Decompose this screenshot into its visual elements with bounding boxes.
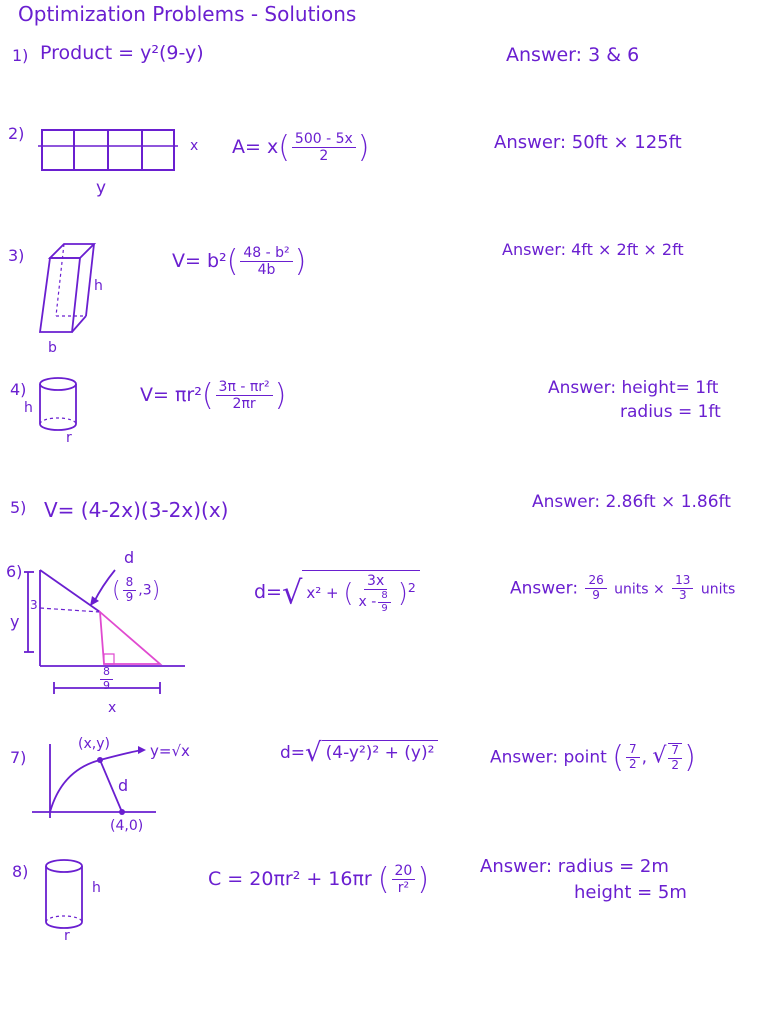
problem-4-number: 4)	[10, 380, 27, 399]
denominator-fraction-denominator: 9	[381, 602, 388, 614]
eight-numerator: 8	[100, 666, 113, 680]
problem-4-r-label: r	[66, 430, 72, 446]
answer-x-numerator: 7	[626, 743, 640, 758]
problem-4-answer-line2: radius = 1ft	[620, 402, 721, 422]
exponent: 2	[407, 580, 416, 596]
denominator-a: x -	[358, 594, 377, 611]
answer-a-unit: units ×	[614, 581, 665, 598]
problem-7-xy-label: (x,y)	[78, 736, 110, 752]
problem-6-three-label: 3	[30, 598, 38, 612]
problem-8-answer-line1: Answer: radius = 2m	[480, 856, 669, 877]
problem-6-d-label: d	[124, 548, 135, 567]
problem-1-equation: Product = y²(9-y)	[40, 42, 204, 64]
problem-4-h-label: h	[24, 400, 33, 416]
denominator-fraction-numerator: 8	[378, 590, 390, 603]
problem-3-answer: Answer: 4ft × 2ft × 2ft	[502, 240, 684, 259]
problem-7-answer: Answer: point ( $\frac{7}{2}$ , √ $\frac{7}{2}$ )	[490, 740, 696, 775]
answer-b-numerator: 13	[672, 574, 693, 589]
answer-y-numerator: 7	[668, 744, 682, 759]
problem-1-number: 1)	[12, 46, 29, 65]
denominator: 2πr	[232, 396, 256, 412]
problem-8-h-label: h	[92, 880, 101, 896]
problem-6-y-label: y	[10, 612, 20, 631]
problem-4-equation: V= πr²( $\frac{\text{3π - πr²}}{2\pi r}$ )	[140, 378, 287, 413]
fence-rectangle-figure	[38, 126, 188, 176]
point-numerator: 8	[123, 576, 137, 591]
page-title: Optimization Problems - Solutions	[18, 2, 357, 26]
problem-8-equation: C = 20πr² + 16πr ( $\frac{20}{\text{r²}}$ )	[208, 862, 430, 897]
problem-6-answer	[510, 574, 735, 603]
cylinder-can-figure	[42, 856, 92, 936]
numerator: 20	[392, 863, 416, 880]
answer-prefix: Answer: point	[490, 747, 607, 768]
answer-prefix: Answer:	[510, 578, 579, 599]
eq-left: d=	[280, 743, 306, 763]
problem-2-y-label: y	[96, 178, 107, 198]
cylinder-figure	[36, 374, 86, 438]
problem-1-answer: Answer: 3 & 6	[506, 44, 640, 66]
answer-x-denominator: 2	[628, 757, 637, 771]
denominator: 4b	[257, 262, 276, 278]
eight-denominator: 9	[103, 678, 110, 692]
problem-6-eight-ninths-label	[98, 666, 115, 692]
problem-2-x-label: x	[190, 138, 199, 154]
denominator: r²	[397, 880, 410, 896]
eq-left: V= b²	[172, 250, 227, 272]
answer-y-denominator: 2	[671, 757, 680, 772]
ladder-triangle-figure	[20, 560, 200, 720]
problem-7-equation: d=√ (4-y²)² + (y)²	[280, 738, 438, 768]
problem-3-number: 3)	[8, 246, 25, 265]
problem-4-answer-line1: Answer: height= 1ft	[548, 378, 719, 398]
problem-2-equation: A= x( $\frac{500 - 5x}{2}$ )	[232, 130, 370, 165]
problem-3-b-label: b	[48, 340, 57, 356]
eq-left: A= x	[232, 136, 279, 158]
problem-8-number: 8)	[12, 862, 29, 881]
problem-6-equation: d=√ x² + ( 3x x - $\frac{8}{9}$ )$^2$	[254, 570, 420, 614]
numerator: 3x	[364, 573, 387, 590]
problem-3-h-label: h	[94, 278, 103, 294]
problem-2-answer: Answer: 50ft × 125ft	[494, 132, 682, 153]
numerator: 3π - πr²	[216, 379, 273, 396]
problem-2-number: 2)	[8, 124, 25, 143]
problem-7-curve-label: y=√x	[150, 742, 190, 760]
problem-8-r-label: r	[64, 928, 70, 944]
problem-7-d-label: d	[118, 776, 129, 795]
eq-left: C = 20πr² + 16πr	[208, 868, 372, 890]
point-y: 3	[142, 582, 152, 599]
problem-5-equation: V= (4-2x)(3-2x)(x)	[44, 498, 229, 522]
problem-8-answer-line2: height = 5m	[574, 882, 687, 903]
numerator: 48 - b²	[240, 245, 292, 262]
answer-a-numerator: 26	[585, 574, 606, 589]
point-denominator: 9	[125, 589, 134, 604]
problem-6-number: 6)	[6, 562, 23, 581]
answer-b-unit: units	[700, 581, 736, 598]
eq-left: d=	[254, 581, 282, 604]
radicand-a: x² +	[306, 584, 339, 603]
problem-5-answer: Answer: 2.86ft × 1.86ft	[532, 492, 731, 512]
problem-6-x-label: x	[108, 700, 117, 716]
problem-5-number: 5)	[10, 498, 27, 517]
answer-b-denominator: 3	[678, 587, 687, 602]
problem-7-number: 7)	[10, 748, 27, 767]
numerator: 500 - 5x	[292, 131, 356, 148]
answer-a-denominator: 9	[592, 587, 600, 602]
radicand: (4-y²)² + (y)²	[322, 740, 439, 763]
problem-3-equation: V= b²( $\frac{\text{48 - b²}}{4b}$ )	[172, 244, 307, 279]
denominator: 2	[319, 148, 329, 164]
problem-7-point-label: (4,0)	[110, 818, 144, 834]
eq-left: V= πr²	[140, 384, 202, 406]
problem-6-point-label: ( $\frac{8}{9}$ ,3)	[112, 575, 161, 604]
